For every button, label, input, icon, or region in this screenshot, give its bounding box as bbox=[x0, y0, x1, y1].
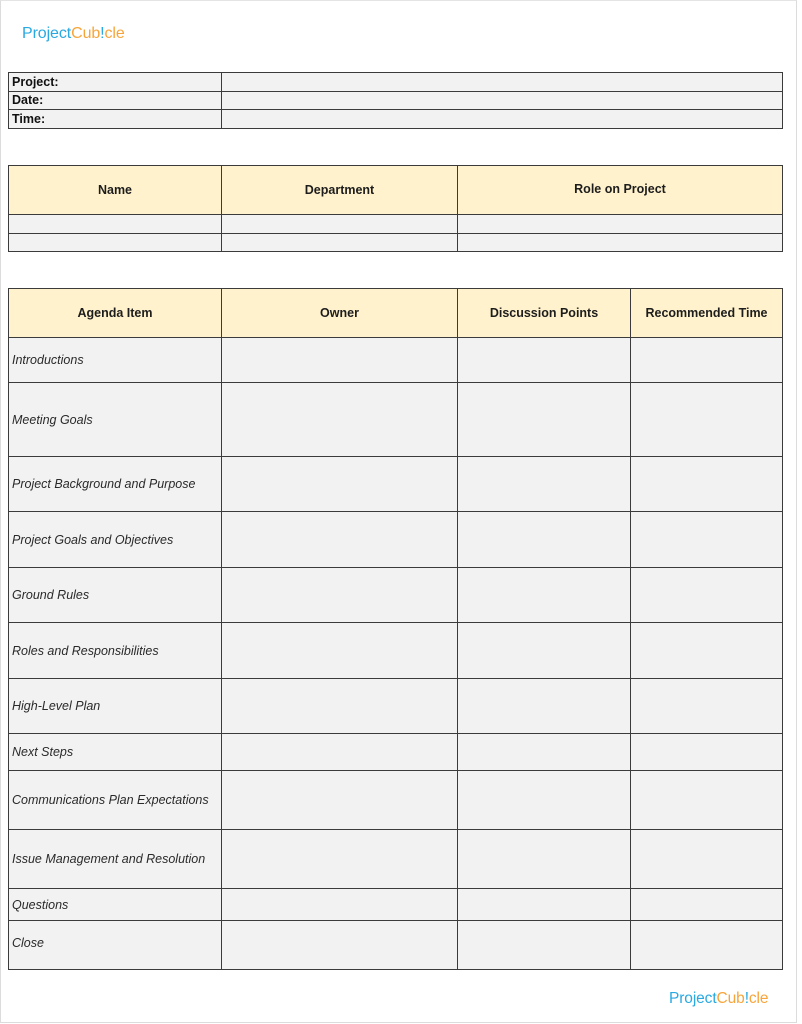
table-row bbox=[9, 457, 783, 512]
owner-cell[interactable] bbox=[222, 338, 458, 383]
table-row bbox=[9, 771, 783, 830]
owner-cell[interactable] bbox=[222, 679, 458, 734]
owner-cell[interactable] bbox=[222, 921, 458, 970]
table-row bbox=[9, 623, 783, 679]
table-row bbox=[9, 233, 783, 252]
logo-footer bbox=[669, 990, 768, 1008]
date-label: Date: bbox=[9, 91, 222, 110]
header-agenda-item: Agenda Item bbox=[9, 289, 222, 338]
discussion-cell[interactable] bbox=[458, 383, 631, 457]
department-cell[interactable] bbox=[222, 233, 458, 252]
discussion-cell[interactable] bbox=[458, 921, 631, 970]
discussion-cell[interactable] bbox=[458, 512, 631, 568]
time-cell[interactable] bbox=[631, 679, 783, 734]
time-cell[interactable] bbox=[631, 771, 783, 830]
logo-header bbox=[22, 25, 125, 43]
header-department: Department bbox=[222, 166, 458, 215]
agenda-item-next-steps: Next Steps bbox=[9, 734, 222, 771]
owner-cell[interactable] bbox=[222, 830, 458, 889]
info-row-date bbox=[9, 91, 783, 110]
owner-cell[interactable] bbox=[222, 568, 458, 623]
discussion-cell[interactable] bbox=[458, 889, 631, 921]
owner-cell[interactable] bbox=[222, 771, 458, 830]
table-row bbox=[9, 215, 783, 234]
discussion-cell[interactable] bbox=[458, 771, 631, 830]
agenda-item-communications: Communications Plan Expectations bbox=[9, 771, 222, 830]
agenda-item-roles: Roles and Responsibilities bbox=[9, 623, 222, 679]
owner-cell[interactable] bbox=[222, 889, 458, 921]
time-cell[interactable] bbox=[631, 338, 783, 383]
discussion-cell[interactable] bbox=[458, 623, 631, 679]
time-cell[interactable] bbox=[631, 512, 783, 568]
project-field[interactable] bbox=[222, 73, 783, 92]
table-row bbox=[9, 889, 783, 921]
header-name: Name bbox=[9, 166, 222, 215]
discussion-cell[interactable] bbox=[458, 734, 631, 771]
agenda-header-row bbox=[9, 289, 783, 338]
owner-cell[interactable] bbox=[222, 512, 458, 568]
agenda-item-close: Close bbox=[9, 921, 222, 970]
name-cell[interactable] bbox=[9, 215, 222, 234]
header-owner: Owner bbox=[222, 289, 458, 338]
table-row bbox=[9, 734, 783, 771]
logo-text-project: Project bbox=[669, 990, 717, 1007]
logo-text-cub: Cub bbox=[716, 990, 745, 1007]
time-cell[interactable] bbox=[631, 623, 783, 679]
discussion-cell[interactable] bbox=[458, 457, 631, 512]
agenda-table bbox=[8, 288, 783, 970]
project-info-table bbox=[8, 72, 783, 129]
agenda-item-project-background: Project Background and Purpose bbox=[9, 457, 222, 512]
info-row-project bbox=[9, 73, 783, 92]
project-label: Project: bbox=[9, 73, 222, 92]
agenda-item-issue-management: Issue Management and Resolution bbox=[9, 830, 222, 889]
agenda-item-project-goals: Project Goals and Objectives bbox=[9, 512, 222, 568]
agenda-item-questions: Questions bbox=[9, 889, 222, 921]
header-recommended-time: Recommended Time bbox=[631, 289, 783, 338]
agenda-item-introductions: Introductions bbox=[9, 338, 222, 383]
logo-text-cle: cle bbox=[748, 990, 769, 1007]
logo-text-cle: cle bbox=[104, 25, 125, 42]
department-cell[interactable] bbox=[222, 215, 458, 234]
role-cell[interactable] bbox=[458, 215, 783, 234]
table-row bbox=[9, 338, 783, 383]
info-row-time bbox=[9, 110, 783, 129]
logo-text-cub: Cub bbox=[71, 25, 101, 42]
header-role-on-project: Role on Project bbox=[458, 166, 783, 215]
table-row bbox=[9, 679, 783, 734]
time-label: Time: bbox=[9, 110, 222, 129]
discussion-cell[interactable] bbox=[458, 338, 631, 383]
agenda-item-meeting-goals: Meeting Goals bbox=[9, 383, 222, 457]
name-cell[interactable] bbox=[9, 233, 222, 252]
time-cell[interactable] bbox=[631, 734, 783, 771]
team-header-row bbox=[9, 166, 783, 215]
time-cell[interactable] bbox=[631, 921, 783, 970]
table-row bbox=[9, 568, 783, 623]
agenda-item-ground-rules: Ground Rules bbox=[9, 568, 222, 623]
role-cell[interactable] bbox=[458, 233, 783, 252]
table-row bbox=[9, 383, 783, 457]
owner-cell[interactable] bbox=[222, 623, 458, 679]
table-row bbox=[9, 830, 783, 889]
header-discussion-points: Discussion Points bbox=[458, 289, 631, 338]
time-cell[interactable] bbox=[631, 383, 783, 457]
time-cell[interactable] bbox=[631, 568, 783, 623]
date-field[interactable] bbox=[222, 91, 783, 110]
logo-text-project: Project bbox=[22, 25, 72, 42]
owner-cell[interactable] bbox=[222, 383, 458, 457]
discussion-cell[interactable] bbox=[458, 679, 631, 734]
time-cell[interactable] bbox=[631, 830, 783, 889]
logo-text-exclaim: ! bbox=[744, 990, 749, 1007]
table-row bbox=[9, 512, 783, 568]
owner-cell[interactable] bbox=[222, 457, 458, 512]
discussion-cell[interactable] bbox=[458, 830, 631, 889]
time-field[interactable] bbox=[222, 110, 783, 129]
discussion-cell[interactable] bbox=[458, 568, 631, 623]
table-row bbox=[9, 921, 783, 970]
agenda-item-high-level-plan: High-Level Plan bbox=[9, 679, 222, 734]
owner-cell[interactable] bbox=[222, 734, 458, 771]
time-cell[interactable] bbox=[631, 889, 783, 921]
time-cell[interactable] bbox=[631, 457, 783, 512]
logo-text-exclaim: ! bbox=[100, 25, 105, 42]
team-table bbox=[8, 165, 783, 252]
